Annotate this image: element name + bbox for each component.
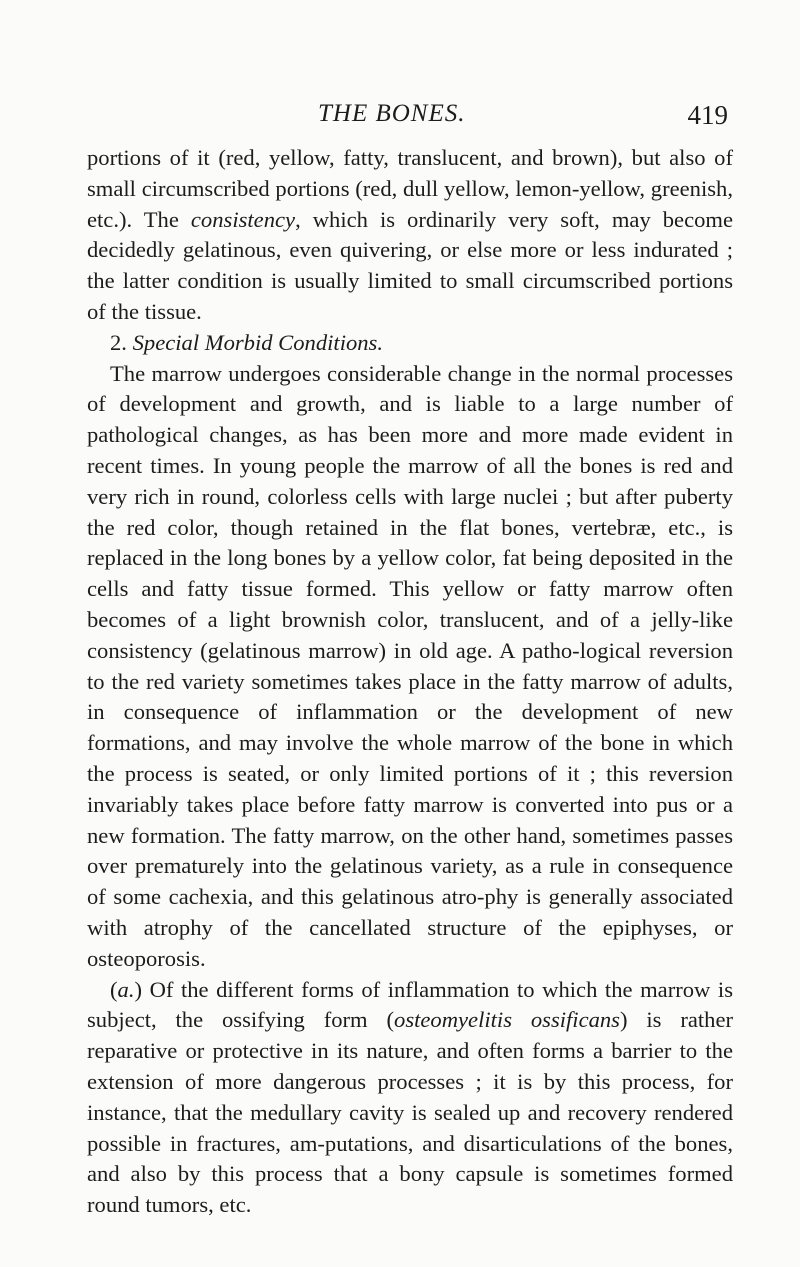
section-number: 2. [110,329,133,355]
running-title: THE BONES. [318,100,466,127]
section-heading [87,328,733,359]
paragraph-marrow-changes: The marrow undergoes considerable change in the normal processes of development and growth, and is liable to a large number of pathological changes, as has been more and more made evident in recent times. In young people the marrow of all the bones is red and very rich in round, colorless cells with large nuclei ; but after puberty the red color, though retained in the flat bones, vertebræ, etc., is replaced in the long bones by a yellow color, fat being deposited in the cells and fatty tissue formed. This yellow or fatty marrow often becomes of a light brownish color, translucent, and of a jelly-like consistency (gelatinous marrow) in old age. A patho-logical reversion to the red variety sometimes takes place in the fatty marrow of adults, in consequence of inflammation or the development of new formations, and may involve the whole marrow of the bone in which the process is seated, or only limited portions of it ; this reversion invariably takes place before fatty marrow is converted into pus or a new formation. The fatty marrow, on the other hand, sometimes passes over prematurely into the gelatinous variety, as a rule in consequence of some cachexia, and this gelatinous atro-phy is generally associated with atrophy of the cancellated structure of the epiphyses, or osteoporosis. [87,360,733,971]
emphasis-term: osteomyelitis ossificans [394,1007,620,1033]
page-number: 419 [687,100,728,130]
text-run: ) Of the different forms of inflammation to which the marrow is subject, the ossifying form ( [87,976,733,1033]
text-run: , which is ordinarily very soft, may become decidedly gelatinous, even quivering, or else more or less indurated ; the latter condition is usually limited to small circumscribed portions of the tissue. [87,206,734,324]
section-title: Special Morbid Conditions. [132,329,384,355]
emphasis-consistency: consistency [190,206,296,232]
running-head [90,100,730,136]
paragraph-continuation [87,143,733,328]
text-run: ) is rather reparative or protective in its nature, and often forms a barrier to the extension of more dangerous processes ; it is by this process, for instance, that the medullary cavity is sealed up and recovery rendered possible in fractures, am-putations, and disarticulations of the bones, and also by this process that a bony capsule is sometimes formed round tumors, etc. [87,1007,733,1218]
body-text [87,143,733,1221]
text-run: portions of it (red, yellow, fatty, translucent, and brown), but also of small circumscribed portions (red, dull yellow, lemon-yellow, greenish, etc.). The [87,145,733,232]
list-marker: a. [117,976,135,1002]
paragraph-inflammation [87,975,733,1221]
text-run: ( [110,976,118,1002]
